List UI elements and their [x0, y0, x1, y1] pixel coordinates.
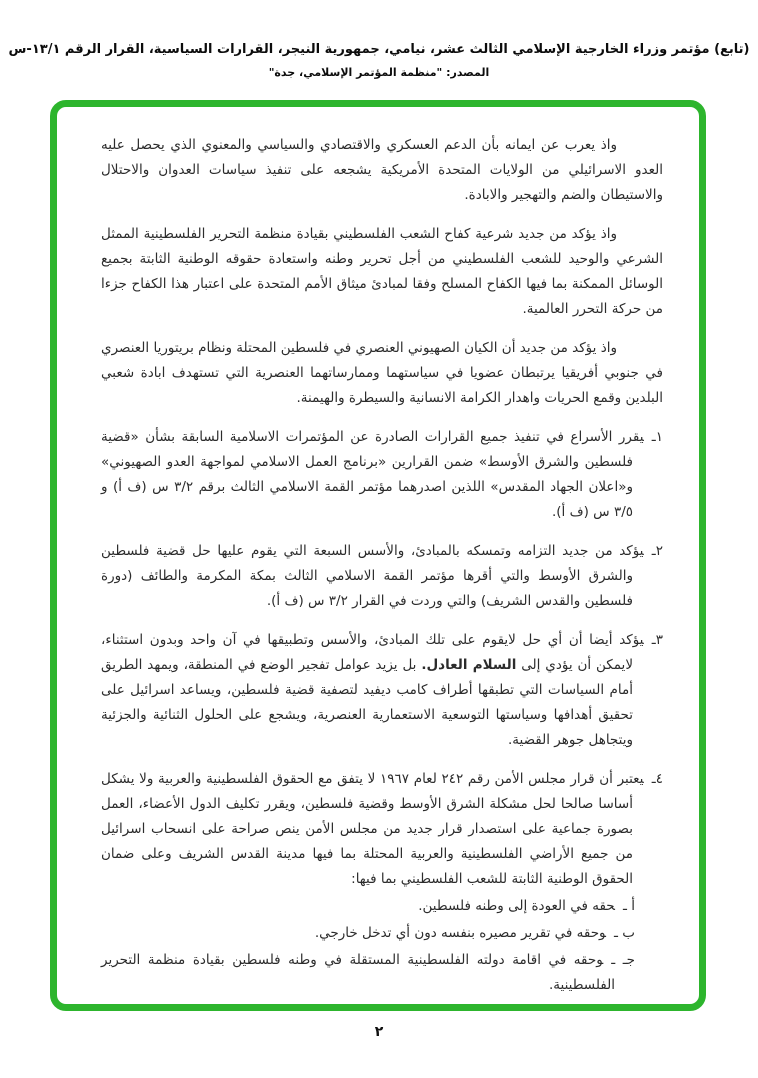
- item-3-text-pre: يؤكد أيضا أن أي حل لايقوم على تلك المبادئ، والأسس وتطبيقها في آن واحد وبدون استثناء، لايمكن أن يؤدي إلى: [101, 632, 644, 673]
- item-2-marker: ٢ـ: [651, 543, 663, 559]
- item-3-marker: ٣ـ: [651, 632, 663, 648]
- sub-item-a: [101, 894, 663, 919]
- resolution-item-2: [101, 539, 663, 614]
- resolution-item-4: [101, 767, 663, 892]
- item-1-text: يقرر الأسراع في تنفيذ جميع القرارات الصادرة عن المؤتمرات الاسلامية السابقة بشأن «قضية فلسطين والشرق الأوسط» ضمن القرارين «برنامج العمل الاسلامي لمواجهة العدو الصهيوني» و«اعلان الجهاد المقدس» اللذين اصدرهما مؤتمر القمة الاسلامي الثالث برقم ٣/٢ س (ف أ) و ٣/٥ س (ف أ).: [101, 429, 644, 520]
- document-body: [57, 107, 699, 1011]
- header-title: (تابع) مؤتمر وزراء الخارجية الإسلامي الثالث عشر، نيامي، جمهورية النيجر، القرارات السياسية، القرار الرقم ١٣/١-س: [8, 42, 750, 57]
- sub-item-c-text: وحقه في اقامة دولته الفلسطينية المستقلة في وطنه فلسطين بقيادة منظمة التحرير الفلسطينية.: [101, 952, 615, 993]
- item-1-marker: ١ـ: [651, 429, 663, 445]
- sub-item-b-text: وحقه في تقرير مصيره بنفسه دون أي تدخل خارجي.: [314, 925, 607, 941]
- resolution-item-3: [101, 628, 663, 753]
- preamble-paragraph-1: واذ يعرب عن ايمانه بأن الدعم العسكري والاقتصادي والسياسي والمعنوي الذي يحصل عليه العدو الاسرائيلي من الولايات المتحدة الأمريكية يشجعه على تنفيذ سياسات العدوان والاحتلال والاستيطان والضم والتهجير والابادة.: [101, 137, 663, 203]
- document-header: [0, 0, 758, 79]
- item-2-text: يؤكد من جديد التزامه وتمسكه بالمبادئ، والأسس السبعة التي يقوم عليها حل قضية فلسطين والشرق الأوسط والتي أقرها مؤتمر القمة الاسلامي الثالث بمكة المكرمة والطائف (دورة فلسطين والقدس الشريف) والتي وردت في القرار ٣/٢ س (ف أ).: [101, 543, 644, 609]
- sub-item-a-text: حقه في العودة إلى وطنه فلسطين.: [418, 898, 615, 914]
- header-source: المصدر: "منظمة المؤتمر الإسلامي، جدة": [268, 66, 490, 79]
- sub-item-b: [101, 921, 663, 946]
- item-4-marker: ٤ـ: [651, 771, 663, 787]
- sub-item-c: [101, 948, 663, 998]
- item-3-text-bold: السلام العادل.: [421, 657, 517, 673]
- page-number: ٢: [374, 1024, 384, 1040]
- sub-item-b-marker: ب ـ: [614, 925, 635, 941]
- content-frame: [50, 100, 706, 1011]
- sub-item-a-marker: أ ـ: [623, 898, 635, 914]
- resolution-item-1: [101, 425, 663, 525]
- item-4-text: يعتبر أن قرار مجلس الأمن رقم ٢٤٢ لعام ١٩٦٧ لا يتفق مع الحقوق الفلسطينية والعربية ولا يشكل أساسا صالحا لحل مشكلة الشرق الأوسط وقضية فلسطين، ويقرر تكليف الدول الأعضاء، العمل بصورة جماعية على استصدار قرار جديد من مجلس الأمن ينص صراحة على انسحاب اسرائيل من جميع الأراضي الفلسطينية والعربية المحتلة بما فيها مدينة القدس الشريف وعلى ضمان الحقوق الوطنية الثابتة للشعب الفلسطيني بما فيها:: [101, 771, 644, 887]
- preamble-paragraph-2: واذ يؤكد من جديد شرعية كفاح الشعب الفلسطيني بقيادة منظمة التحرير الفلسطينية الممثل الشرعي والوحيد للشعب الفلسطيني من أجل تحرير وطنه واستعادة حقوقه الوطنية الثابتة بجميع الوسائل الممكنة بما فيها الكفاح المسلح وفقا لمبادئ ميثاق الأمم المتحدة على اعتبار هذا الكفاح جزءا من حركة التحرر العالمية.: [101, 226, 663, 317]
- item-3-text-post: بل يزيد عوامل تفجير الوضع في المنطقة، ويمهد الطريق أمام السياسات التي تطبقها أطراف كامب ديفيد لتصفية قضية فلسطين، ويساعد اسرائيل على تحقيق أهدافها وسياستها التوسعية الاستعمارية العنصرية، ويشجع على الحلول الثنائية والجزئية ويتجاهل جوهر القضية.: [101, 657, 633, 748]
- preamble-paragraph-3: واذ يؤكد من جديد أن الكيان الصهيوني العنصري في فلسطين المحتلة ونظام بريتوريا العنصري في جنوبي أفريقيا يرتبطان عضويا في سياستهما وممارساتهما العنصرية التي تستهدف ابادة شعبي البلدين وقمع الحريات واهدار الكرامة الانسانية والسيطرة والهيمنة.: [101, 340, 663, 406]
- sub-item-c-marker: جـ ـ: [611, 952, 636, 968]
